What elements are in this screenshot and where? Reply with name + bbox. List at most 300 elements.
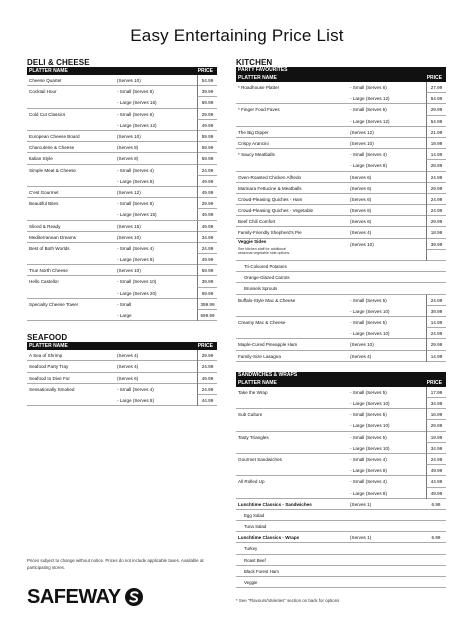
lunch-sandwiches-row [236, 499, 446, 510]
item-prices [197, 243, 217, 265]
item-price: 18.99 [426, 227, 446, 238]
item-price: 16.99 [426, 409, 446, 420]
item-size: (Serves 6) [350, 196, 372, 202]
item-size: - Large (Serves 10) [350, 400, 390, 406]
lunch-wrap-item: Veggie [236, 577, 446, 588]
item-price: 24.99 [197, 361, 217, 372]
item-name: A Sea of Shrimp [29, 353, 63, 359]
item-name: Maple-Cured Pineapple Ham [238, 342, 298, 348]
kitchen-table-body [236, 82, 446, 239]
item-sizes [350, 216, 371, 227]
kitchen-section-title: KITCHEN [236, 58, 273, 67]
item-size: (Serves 12) [117, 189, 141, 195]
table-row [27, 361, 217, 372]
lunch-sandwiches-name: Lunchtime Classics - Sandwiches [238, 501, 312, 507]
item-size: - Large (Serves 10) [350, 445, 390, 451]
item-name: Oven-Roasted Chicken Alfredo [238, 174, 302, 180]
lunch-sandwiches-list [236, 510, 446, 532]
item-size: - Large (Serves 8) [117, 257, 155, 263]
seafood-section-title: SEAFOOD [27, 333, 68, 343]
item-prices [197, 373, 217, 384]
item-sizes [117, 361, 138, 372]
table-row [236, 409, 446, 431]
item-size: - Large (Serves 8) [350, 163, 388, 169]
item-name: Family-Friendly Shepherd's Pie [238, 230, 302, 236]
item-price: 69.99 [197, 288, 217, 299]
item-size: - Large (Serves 8) [117, 397, 155, 403]
veggie-sides-row [236, 239, 446, 261]
item-size: (Serves 4) [350, 230, 372, 236]
item-price: 29.99 [426, 216, 446, 227]
seafood-table-header [27, 342, 217, 350]
lunch-wraps-list [236, 543, 446, 588]
flavours-footnote: * See "Flavours/Varieties" section on back for options [236, 598, 340, 603]
item-price: 34.99 [197, 232, 217, 243]
item-price: 59.99 [197, 131, 217, 142]
veggie-sides-name: Veggie Sides [238, 238, 267, 244]
item-size: - Small (Serves 6) [117, 111, 154, 117]
item-prices [197, 153, 217, 164]
item-prices [426, 454, 446, 476]
item-price: 24.99 [197, 243, 217, 254]
table-row [236, 454, 446, 476]
item-prices [426, 104, 446, 126]
item-prices [426, 172, 446, 183]
item-size: - Large (Serves 10) [350, 331, 390, 337]
item-prices [197, 165, 217, 187]
item-sizes [117, 75, 141, 86]
item-sizes [117, 142, 138, 153]
item-size: - Small (Serves 10) [117, 279, 157, 285]
item-prices [197, 131, 217, 142]
item-price: 29.99 [426, 104, 446, 115]
item-sizes [117, 232, 141, 243]
item-sizes [350, 339, 374, 350]
item-prices [426, 339, 446, 350]
item-name: Cheese Quartet [29, 78, 62, 83]
item-price: 29.99 [426, 183, 446, 194]
item-price: 29.99 [197, 198, 217, 209]
item-sizes [350, 387, 390, 409]
item-sizes [350, 104, 390, 126]
table-row [27, 265, 217, 276]
item-size: (Serves 4) [117, 364, 139, 370]
table-row [236, 295, 446, 317]
veggie-side-item: Brussels Sprouts [236, 283, 446, 294]
item-size: - Large [117, 313, 132, 319]
item-name: Mediterranean Dreams [29, 234, 76, 240]
item-prices [426, 409, 446, 431]
item-sizes [117, 243, 154, 265]
item-size: - Small (Serves 4) [350, 456, 387, 462]
item-price: 24.99 [426, 295, 446, 306]
item-price: 59.99 [197, 142, 217, 153]
item-name: European Cheese Board [29, 133, 80, 139]
item-size: (Serves 10) [117, 268, 141, 274]
item-name: Marinara Fettucine & Meatballs [238, 185, 302, 191]
item-sizes [117, 384, 154, 406]
item-price: 39.99 [197, 86, 217, 97]
lunch-wrap-item: Black Forest Ham [236, 566, 446, 577]
table-row [236, 172, 446, 183]
item-prices [197, 361, 217, 372]
table-row [236, 205, 446, 216]
item-sizes [117, 276, 157, 298]
item-prices [197, 299, 217, 321]
item-prices [197, 232, 217, 243]
veggie-sides-size [350, 239, 374, 250]
table-row [27, 165, 217, 187]
lunch-wrap-item: Turkey [236, 543, 446, 554]
item-price: 39.99 [426, 306, 446, 317]
table-row [27, 232, 217, 243]
item-sizes [350, 82, 390, 104]
item-name: Gourmet Sandwiches [238, 456, 282, 462]
item-size: (Serves 6) [350, 208, 372, 214]
item-prices [426, 295, 446, 317]
price-header: PRICE [197, 343, 213, 350]
table-row [236, 476, 446, 498]
item-size: - Large (Serves 20) [117, 290, 157, 296]
item-size: - Small (Serves 4) [117, 167, 154, 173]
table-row [27, 373, 217, 384]
item-prices [426, 476, 446, 498]
item-prices [197, 75, 217, 86]
item-prices [426, 205, 446, 216]
item-name: The Big Dipper [238, 129, 269, 135]
veggie-sides-price [426, 239, 446, 261]
item-price: 39.99 [197, 276, 217, 287]
table-row [27, 276, 217, 298]
item-price: 699.99 [197, 310, 217, 321]
table-row [236, 82, 446, 104]
item-sizes [117, 187, 141, 198]
table-row [236, 432, 446, 454]
safeway-s-icon [124, 587, 144, 607]
item-price: 69.99 [197, 97, 217, 108]
item-prices [197, 265, 217, 276]
table-row [236, 104, 446, 126]
veggie-sides-serves: (Serves 10) [350, 241, 374, 247]
item-size: (Serves 6) [117, 375, 139, 381]
item-size: (Serves 10) [117, 234, 141, 240]
item-sizes [117, 86, 157, 108]
item-name: * Roadhouse Platter [238, 85, 280, 90]
item-name: Cocktail Hour [29, 89, 57, 95]
platter-name-header: PLATTER NAME [29, 343, 68, 350]
table-row [27, 109, 217, 131]
item-price: 21.99 [426, 127, 446, 138]
table-row [236, 317, 446, 339]
item-name: * Saucy Meatballs [238, 152, 275, 158]
item-size: (Serves 10) [117, 133, 141, 139]
item-size: (Serves 6) [350, 219, 372, 225]
item-sizes [350, 454, 387, 476]
item-name: Sensationally Smoked [29, 386, 75, 392]
item-sizes [117, 221, 141, 232]
item-size: - Large (Serves 8) [117, 178, 155, 184]
item-size: - Large (Serves 15) [117, 212, 157, 218]
item-price: 27.99 [426, 82, 446, 93]
item-size: (Serves 6) [350, 185, 372, 191]
right-column [236, 58, 446, 588]
item-prices [426, 387, 446, 409]
left-column [27, 58, 217, 406]
item-name: Crowd-Pleasing Quiches - Vegetable [238, 208, 314, 214]
sandwiches-table-header [236, 379, 446, 387]
item-sizes [350, 138, 374, 149]
table-row [236, 351, 446, 362]
item-size: (Serves 10) [117, 78, 141, 83]
table-row [27, 299, 217, 321]
item-size: - Small (Serves 6) [350, 107, 387, 113]
item-sizes [350, 295, 390, 317]
kitchen-table-header [236, 74, 446, 82]
veggie-note [238, 247, 290, 256]
item-size: - Small [117, 301, 132, 307]
item-size: - Small (Serves 5) [350, 389, 387, 395]
platter-name-header: PLATTER NAME [238, 379, 277, 386]
table-row [236, 138, 446, 149]
item-price: 29.99 [426, 339, 446, 350]
item-price: 49.99 [197, 120, 217, 131]
item-prices [426, 82, 446, 104]
table-row [236, 127, 446, 138]
item-name: Buffalo-Style Mac & Cheese [238, 297, 296, 303]
item-price: 59.99 [197, 153, 217, 164]
table-row [27, 384, 217, 406]
table-row [236, 227, 446, 238]
table-row [27, 75, 217, 86]
item-price: 28.99 [426, 160, 446, 171]
table-row [27, 221, 217, 232]
safeway-logo [27, 586, 144, 608]
item-price: 29.99 [197, 350, 217, 361]
lunch-sandwiches-price [426, 499, 446, 510]
item-name: Italian Style [29, 156, 53, 162]
item-prices [426, 183, 446, 194]
item-price: 34.99 [426, 398, 446, 409]
item-price: 19.99 [426, 138, 446, 149]
item-price: 24.99 [426, 194, 446, 205]
item-price: 14.99 [426, 317, 446, 328]
item-name: Crowd-Pleasing Quiches - Ham [238, 196, 303, 202]
item-price: 54.99 [426, 116, 446, 127]
item-sizes [350, 476, 387, 498]
item-sizes [350, 351, 371, 362]
item-price: 24.99 [426, 205, 446, 216]
item-name: Best of Both Worlds [29, 245, 70, 251]
item-name: Specialty Cheese Tower [29, 301, 79, 307]
table-row [27, 142, 217, 153]
item-size: - Small (Serves 5) [350, 297, 387, 303]
item-price: 29.99 [426, 420, 446, 431]
page-title: Easy Entertaining Price List [130, 26, 344, 45]
item-price: 49.99 [197, 187, 217, 198]
item-sizes [350, 183, 371, 194]
table-row [27, 198, 217, 220]
table-row [236, 339, 446, 350]
item-sizes [350, 172, 371, 183]
item-price: 399.99 [197, 299, 217, 310]
item-price: 17.99 [426, 387, 446, 398]
deli-section-title: DELI & CHEESE [27, 58, 90, 67]
lunch-wraps-serves: (Serves 1) [350, 535, 372, 541]
item-prices [197, 350, 217, 361]
item-size: - Small (Serves 4) [117, 386, 154, 392]
sandwiches-table-body [236, 387, 446, 499]
item-price: 34.99 [426, 443, 446, 454]
veggie-note-line1: See kitchen staff for additional [238, 246, 287, 251]
item-price: 49.99 [197, 373, 217, 384]
item-sizes [117, 299, 132, 321]
item-name: Beautiful Bites [29, 201, 59, 207]
item-price: 44.99 [197, 395, 217, 406]
veggie-side-item: Orange-Glazed Carrots [236, 272, 446, 283]
item-size: - Large (Serves 16) [117, 100, 157, 106]
item-size: - Small (Serves 4) [350, 479, 387, 485]
item-size: - Small (Serves 8) [117, 89, 154, 95]
item-name: Take the Wrap [238, 389, 268, 395]
table-row [236, 194, 446, 205]
table-row [236, 149, 446, 171]
item-price: 59.99 [197, 265, 217, 276]
lunch-sandwiches-serves: (Serves 1) [350, 501, 372, 507]
item-size: - Large (Serves 12) [350, 118, 390, 124]
item-size: (Serves 6) [350, 174, 372, 180]
lunch-wraps-price-value: 6.99 [431, 535, 441, 541]
item-price: 24.99 [426, 328, 446, 339]
item-size: - Large (Serves 8) [350, 490, 388, 496]
lunch-wraps-price [426, 532, 446, 543]
table-row [236, 183, 446, 194]
lunch-sandwich-item: Egg Salad [236, 510, 446, 521]
item-sizes [117, 109, 157, 131]
deli-table-header [27, 67, 217, 75]
item-sizes [350, 227, 371, 238]
item-price: 44.99 [426, 476, 446, 487]
table-row [27, 350, 217, 361]
item-sizes [117, 265, 141, 276]
item-size: - Small (Serves 6) [350, 85, 387, 90]
item-size: - Small (Serves 5) [350, 434, 387, 440]
item-size: - Small (Serves 5) [350, 320, 387, 326]
item-price: 49.99 [197, 176, 217, 187]
item-sizes [350, 432, 390, 454]
table-row [27, 86, 217, 108]
platter-name-header: PLATTER NAME [29, 68, 68, 74]
party-favourites-band: PARTY FAVOURITES [236, 67, 446, 74]
item-name: Seafood Party Tray [29, 364, 69, 370]
item-prices [197, 187, 217, 198]
item-prices [426, 194, 446, 205]
item-sizes [117, 165, 154, 187]
lunch-sandwiches-size [350, 499, 371, 510]
table-row [236, 216, 446, 227]
item-size: - Small (Serves 8) [117, 201, 154, 207]
item-sizes [350, 205, 371, 216]
item-size: - Large (Serves 10) [350, 308, 390, 314]
item-price: 24.99 [197, 384, 217, 395]
lunch-wrap-item: Roast Beef [236, 555, 446, 566]
item-sizes [350, 194, 371, 205]
lunch-wraps-row [236, 532, 446, 543]
item-prices [197, 198, 217, 220]
item-sizes [117, 350, 138, 361]
sandwiches-band: SANDWICHES & WRAPS [236, 372, 446, 379]
price-disclaimer: Prices subject to change without notice. Prices do not include applicable taxes. Available at participating stores. [27, 558, 204, 570]
item-sizes [350, 149, 387, 171]
item-name: True North Cheese [29, 268, 68, 274]
veggie-sides-price-value: 39.99 [426, 239, 446, 250]
price-header: PRICE [197, 68, 213, 74]
item-name: Hello Castello! [29, 279, 59, 285]
item-price: 49.99 [197, 254, 217, 265]
item-price: 49.99 [197, 221, 217, 232]
item-price: 29.99 [197, 109, 217, 120]
table-row [27, 243, 217, 265]
item-price: 54.99 [426, 93, 446, 104]
item-prices [426, 149, 446, 171]
item-price: 24.99 [426, 172, 446, 183]
item-name: Beef Chili Comfort [238, 219, 276, 225]
item-size: (Serves 10) [350, 140, 374, 146]
item-name: Cold Cut Classics [29, 111, 66, 117]
item-sizes [350, 409, 390, 431]
item-prices [426, 138, 446, 149]
veggie-note-line2: seasonal vegetable side options. [238, 251, 291, 256]
item-sizes [117, 198, 157, 220]
item-name: Seafood to Dive For [29, 375, 70, 381]
item-name: Charcuterie & Cheese [29, 145, 75, 151]
item-name: Crispy Arancini [238, 140, 269, 146]
item-prices [197, 86, 217, 108]
platter-name-header: PLATTER NAME [238, 75, 277, 81]
item-size: (Serves 4) [117, 353, 139, 359]
item-name: Simple Meat & Cheese [29, 167, 76, 173]
item-sizes [350, 317, 390, 339]
veggie-side-item: Tri-Coloured Potatoes [236, 261, 446, 272]
price-header: PRICE [426, 379, 442, 386]
item-price: 14.99 [426, 351, 446, 362]
item-size: - Large (Serves 12) [117, 122, 157, 128]
item-prices [197, 109, 217, 131]
item-prices [426, 227, 446, 238]
item-size: - Small (Serves 4) [350, 152, 387, 158]
item-prices [426, 351, 446, 362]
item-sizes [350, 127, 374, 138]
item-prices [197, 384, 217, 406]
item-price: 49.99 [197, 209, 217, 220]
lunch-wraps-name: Lunchtime Classics - Wraps [238, 535, 300, 541]
lunch-sandwiches-price-value: 6.99 [431, 501, 441, 507]
item-price: 49.99 [426, 465, 446, 476]
item-size: - Small (Serves 4) [117, 245, 154, 251]
price-header: PRICE [426, 75, 442, 81]
item-size: (Serves 8) [117, 145, 139, 151]
item-price: 49.99 [426, 488, 446, 499]
item-name: Sub Culture [238, 412, 263, 418]
item-prices [426, 127, 446, 138]
item-prices [197, 221, 217, 232]
item-size: - Large (Serves 8) [350, 468, 388, 474]
item-size: (Serves 4) [350, 353, 372, 359]
veggie-sides-list [236, 261, 446, 295]
item-prices [426, 432, 446, 454]
lunch-sandwich-item: Tuna Salad [236, 521, 446, 532]
table-row [236, 387, 446, 409]
table-row [27, 131, 217, 142]
